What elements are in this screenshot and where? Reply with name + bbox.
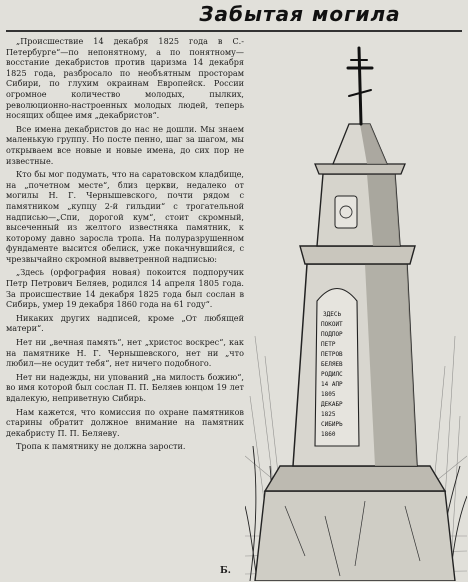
monument-illustration: [245, 36, 467, 581]
svg-text:РОДИЛС: РОДИЛС: [321, 371, 343, 378]
svg-text:1825: 1825: [321, 411, 336, 418]
obelisk-cornice: [300, 246, 415, 264]
article-headline: Забытая могила: [199, 2, 401, 26]
svg-text:1805: 1805: [321, 391, 336, 398]
svg-text:ДЕКАБР: ДЕКАБР: [321, 401, 343, 408]
paragraph-8: Нам кажется, что комиссия по охране памятников старины обратит должное внимание на памятник декабристу П. П. Беляеву.: [6, 406, 244, 438]
author-signature: Б.: [220, 566, 231, 576]
paragraph-6: Нет ни „вечная память“, нет „христос воскрес“, как на памятнике Н. Г. Чернышевского, нет ни „что любил—не осудит тебя“, нет ничего подобного.: [6, 337, 244, 369]
paragraph-4-quote: „Здесь (орфография новая) покоится подпоручик Петр Петрович Беляев, родился 14 апреля 1805 года. За происшествие 14 декабря 1825 года был сослан в Сибирь, умер 19 декабря 1860 года на 61 году“.: [6, 267, 244, 310]
svg-text:14 АПР: 14 АПР: [321, 381, 343, 388]
paragraph-2: Все имена декабристов до нас не дошли. Мы знаем маленькую группу. Но посте пенно, шаг за шагом, мы открываем все новые и новые имена, до сих пор не известные.: [6, 123, 244, 166]
svg-text:ПЕТР: ПЕТР: [321, 341, 336, 348]
headline-rule: [6, 30, 462, 32]
paragraph-9: Тропа к памятнику не должна зарости.: [16, 441, 186, 452]
paragraph-5: Никаких других надписей, кроме „От любящей матери“.: [6, 312, 244, 334]
upper-block-niche: [335, 196, 357, 228]
svg-text:ЗДЕСЬ: ЗДЕСЬ: [323, 311, 342, 318]
paragraph-1: „Происшествие 14 декабря 1825 года в С.-Петербурге“—по непонятному, а по понятному—восстание декабристов против царизма 14 декабря 1825 года, разбросало по необъятным просторам Сибири, по глухим окраинам Европейск. России огромное количество молодых, пылких, революционно-настроенных молодых людей, теперь носящих общее имя „декабристов“.: [6, 36, 244, 121]
monument-plinth: [265, 466, 445, 491]
orthodox-cross-icon: [348, 48, 372, 124]
paragraph-7: Нет ни надежды, ни упований „на милость божию“, во имя которой был сослан П. П. Беляев юнцом 19 лет вдалекую, неприветную Сибирь.: [6, 371, 244, 403]
svg-text:БЕЛЯЕВ: БЕЛЯЕВ: [321, 361, 343, 368]
article-body: [6, 36, 244, 455]
svg-text:ПОДПОР: ПОДПОР: [321, 331, 343, 338]
svg-text:СИБИРЬ: СИБИРЬ: [321, 421, 343, 428]
paragraph-3: Кто бы мог подумать, что на саратовском кладбище, на „почетном месте“, близ церкви, недалеко от могилы Н. Г. Чернышевского, почти рядом с памятником „купцу 2-й гильдии“ с трогательной надписью—„Спи, дорогой кум“, стоит скромный, высеченный из желтого известняка памятник, к которому давно заросла тропа. На полуразрушенном фундаменте высится обелиск, уже покачнувшийся, с чрезвычайно скромной вывветренной надписью:: [6, 169, 244, 264]
svg-text:ПЕТРОВ: ПЕТРОВ: [321, 351, 343, 358]
obelisk-capital: [315, 164, 405, 174]
svg-text:ПОКОИТ: ПОКОИТ: [321, 321, 343, 328]
monument-foundation: [255, 491, 455, 581]
svg-text:1860: 1860: [321, 431, 336, 438]
